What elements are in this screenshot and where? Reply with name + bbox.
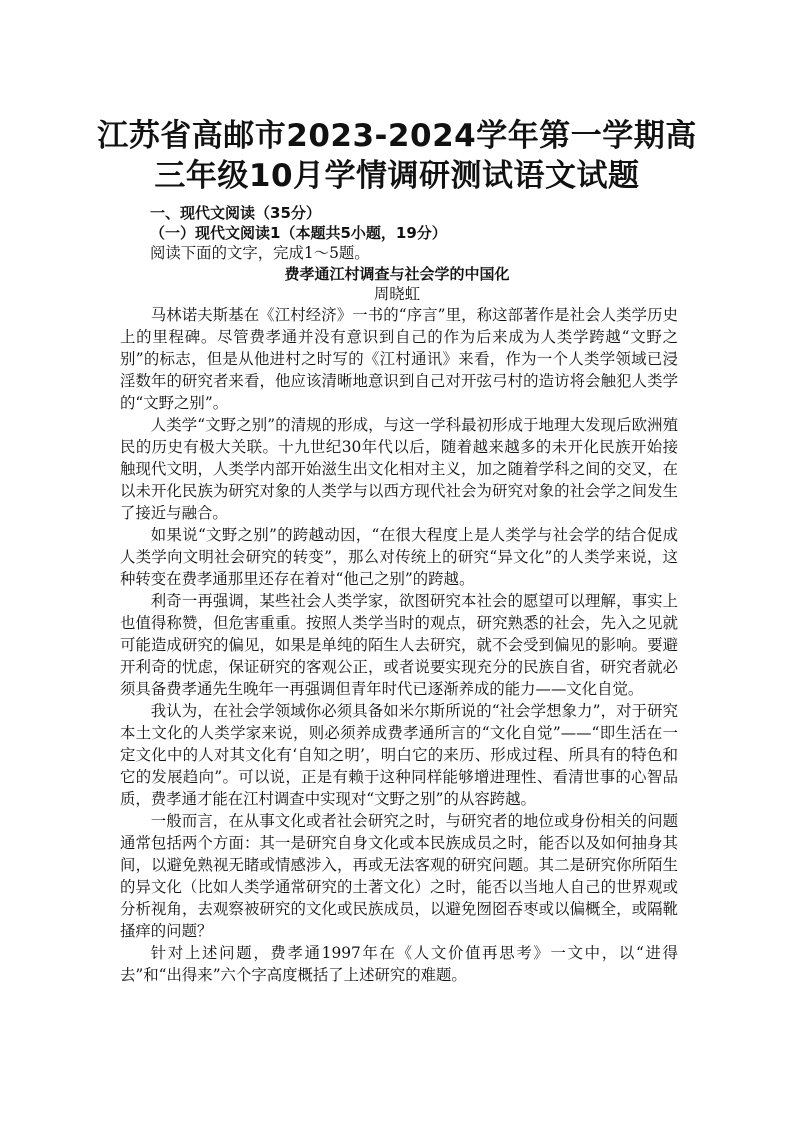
subsection-heading: （一）现代文阅读1（本题共5小题，19分） xyxy=(150,224,447,242)
section-heading: 一、现代文阅读（35分） xyxy=(150,204,321,222)
document-title-line-2: 三年级10月学情调研测试语文试题 xyxy=(154,158,640,194)
article-title: 费孝通江村调查与社会学的中国化 xyxy=(284,265,510,283)
article-body xyxy=(120,304,678,986)
paragraph: 马林诺夫斯基在《江村经济》一书的“序言”里，称这部著作是社会人类学历史上的里程碑。尽管费孝通并没有意识到自己的作为后来成为人类学跨越“文野之别”的标志，但是从他进村之时写的《江村通讯》来看，作为一个人类学领域已浸淫数年的研究者来看，他应该清晰地意识到自己对开弦弓村的造访将会触犯人类学的“文野之别”。 xyxy=(120,306,678,412)
paragraph: 如果说“文野之别”的跨越动因，“在很大程度上是人类学与社会学的结合促成人类学向文明社会研究的转变”，那么对传统上的研究“异文化”的人类学来说，这种转变在费孝通那里还存在着对“他己之别”的跨越。 xyxy=(120,526,678,588)
article-author: 周晓虹 xyxy=(373,285,421,303)
paragraph: 针对上述问题，费孝通1997年在《人文价值再思考》一文中，以“进得去”和“出得来”六个字高度概括了上述研究的难题。 xyxy=(120,944,678,984)
paragraph: 一般而言，在从事文化或者社会研究之时，与研究者的地位或身份相关的问题通常包括两个方面：其一是研究自身文化或本民族成员之时，能否以及如何抽身其间，以避免熟视无睹或情感涉入，再或无法客观的研究问题。其二是研究你所陌生的异文化（比如人类学通常研究的土著文化）之时，能否以当地人自己的世界观或分析视角，去观察被研究的文化或民族成员，以避免囫囵吞枣或以偏概全，或隔靴搔痒的问题？ xyxy=(120,812,678,940)
paragraph: 利奇一再强调，某些社会人类学家，欲图研究本社会的愿望可以理解，事实上也值得称赞，但危害重重。按照人类学当时的观点，研究熟悉的社会，先入之见就可能造成研究的偏见，如果是单纯的陌生人去研究，就不会受到偏见的影响。要避开利奇的忧虑，保证研究的客观公正，或者说要实现充分的民族自省，研究者就必须具备费孝通先生晚年一再强调但青年时代已逐渐养成的能力——文化自觉。 xyxy=(120,592,678,698)
paragraph: 我认为，在社会学领域你必须具备如米尔斯所说的“社会学想象力”，对于研究本土文化的人类学家来说，则必须养成费孝通所言的“文化自觉”——“即生活在一定文化中的人对其文化有‘自知之明’，明白它的来历、形成过程、所具有的特色和它的发展趋向”。可以说，正是有赖于这种同样能够增进理性、看清世事的心智品质，费孝通才能在江村调查中实现对“文野之别”的从容跨越。 xyxy=(120,702,678,808)
reading-instruction: 阅读下面的文字，完成1～5题。 xyxy=(150,244,370,262)
document-title-line-1: 江苏省高邮市2023-2024学年第一学期高 xyxy=(97,118,697,154)
paragraph: 人类学“文野之别”的清规的形成，与这一学科最初形成于地理大发现后欧洲殖民的历史有极大关联。十九世纪30年代以后，随着越来越多的未开化民族开始接触现代文明，人类学内部开始滋生出文化相对主义，加之随着学科之间的交叉，在以未开化民族为研究对象的人类学与以西方现代社会为研究对象的社会学之间发生了接近与融合。 xyxy=(120,416,678,522)
